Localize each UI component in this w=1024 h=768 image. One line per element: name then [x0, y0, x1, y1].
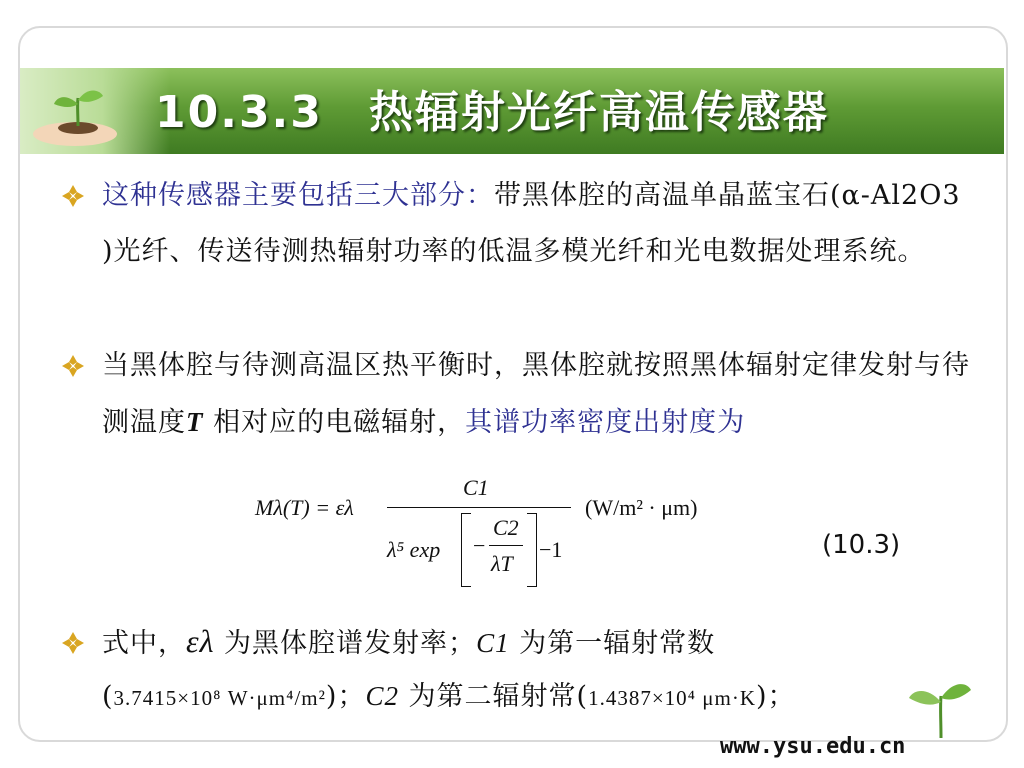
formula-denominator-left: λ⁵ exp [387, 537, 441, 562]
diamond-bullet-icon [62, 185, 84, 207]
bullet-3-mid3: 为第二辐射常( [398, 681, 589, 712]
bullet-3-mid2: 为第一辐射常数 [509, 628, 716, 659]
bullet-1-text [102, 168, 972, 280]
spectral-exitance-formula [255, 475, 735, 593]
bullet-2-body-start: 当黑体腔与待测高温区热平衡时，黑体腔就按照黑体辐射定律发射与待测温度 [102, 350, 970, 438]
temperature-variable: T [186, 407, 204, 437]
c1-symbol: C1 [476, 628, 510, 658]
diamond-bullet-icon [62, 632, 84, 654]
formula-minus: − [473, 533, 486, 558]
diamond-bullet-icon [62, 355, 84, 377]
c1-value: 3.7415×10⁸ W·μm⁴/m² [113, 686, 326, 710]
page-title: 10.3.3 热辐射光纤高温传感器 [155, 87, 829, 138]
bullet-3-mid1: 为黑体腔谱发射率； [214, 628, 477, 659]
bullet-2-text [102, 338, 972, 451]
equation-number: (10.3) [822, 530, 901, 560]
c2-symbol: C2 [365, 681, 399, 711]
formula-lhs: Mλ(T) = ελ [255, 495, 354, 520]
formula-inner-denominator: λT [491, 551, 513, 576]
c2-value: 1.4387×10⁴ μm·K [588, 686, 757, 710]
left-bracket [461, 513, 471, 587]
bullet-3-open1: ( [102, 681, 114, 712]
inner-fraction-bar [489, 545, 523, 546]
formula-inner-numerator: C2 [493, 515, 519, 540]
emissivity-symbol: ελ [186, 623, 215, 659]
bullet-3-text [102, 615, 972, 724]
formula-unit: (W/m² · μm) [585, 495, 698, 520]
sprout-logo-icon [20, 68, 170, 154]
right-bracket [527, 513, 537, 587]
bullet-1-body: 带黑体腔的高温单晶蓝宝石(α-Al2O3 )光纤、传送待测热辐射功率的低温多模光纤和光电数据处理系统。 [102, 180, 961, 267]
formula-numerator: C1 [463, 475, 489, 500]
bullet-1-lead: 这种传感器主要包括三大部分： [102, 180, 494, 211]
bullet-2-body-end: 相对应的电磁辐射， [203, 407, 466, 438]
bullet-3-prefix: 式中， [102, 628, 186, 659]
sprout-decoration-icon [905, 668, 975, 738]
website-url: www.ysu.edu.cn [720, 734, 906, 759]
bullet-3-close1: )； [325, 681, 366, 712]
bullet-2-highlight: 其谱功率密度出射度为 [465, 407, 746, 438]
formula-minus-one: −1 [539, 537, 563, 562]
fraction-bar [387, 507, 571, 508]
bullet-3-close2: )； [756, 681, 796, 712]
